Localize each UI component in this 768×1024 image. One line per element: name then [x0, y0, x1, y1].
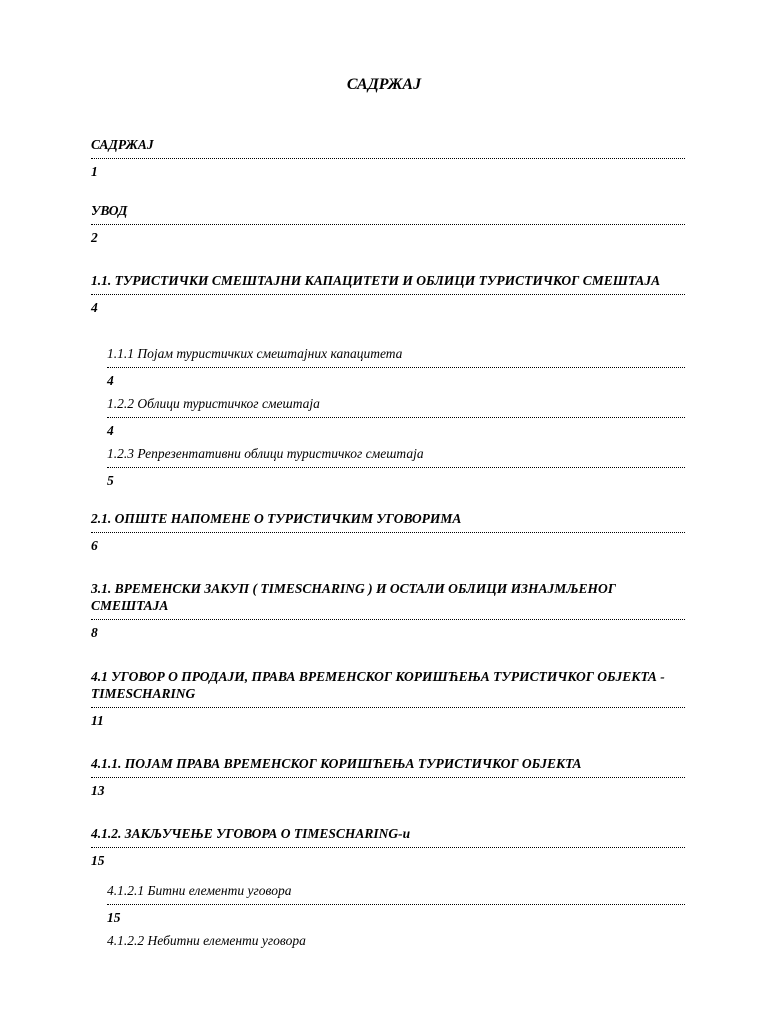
- toc-entry-text: 1.2.3 Репрезентативни облици туристичког смештаја: [107, 446, 424, 461]
- toc-entry-4-1-2-1: [107, 882, 685, 926]
- toc-entry-page: 1: [91, 164, 98, 179]
- toc-entry-text: 1.1. ТУРИСТИЧКИ СМЕШТАЈНИ КАПАЦИТЕТИ И ОБЛИЦИ ТУРИСТИЧКОГ СМЕШТАЈА: [91, 273, 661, 288]
- dot-leader: [107, 417, 685, 418]
- toc-entry-1-2-3: [107, 445, 685, 489]
- toc-entry-3-1: [91, 580, 685, 641]
- toc-entry-text: 4.1 УГОВОР О ПРОДАЈИ, ПРАВА ВРЕМЕНСКОГ КОРИШЋЕЊА ТУРИСТИЧКОГ ОБЈЕКТА - TIMESCHARING: [91, 669, 665, 701]
- dot-leader: [91, 294, 685, 295]
- toc-entry-page: 4: [107, 423, 114, 438]
- toc-entry-2-1: [91, 510, 685, 554]
- toc-entry-text: 2.1. ОПШТЕ НАПОМЕНЕ О ТУРИСТИЧКИМ УГОВОРИМА: [91, 511, 462, 526]
- dot-leader: [91, 777, 685, 778]
- toc-entry-page: 2: [91, 230, 98, 245]
- toc-entry-page: 4: [107, 373, 114, 388]
- toc-entry-contents: [91, 136, 685, 180]
- toc-entry-text: 4.1.2. ЗАКЉУЧЕЊЕ УГОВОРА О TIMESCHARING-u: [91, 826, 411, 841]
- toc-entry-4-1-2: [91, 825, 685, 869]
- toc-entry-page: 4: [91, 300, 98, 315]
- dot-leader: [91, 224, 685, 225]
- dot-leader: [107, 904, 685, 905]
- dot-leader: [91, 707, 685, 708]
- toc-entry-text: 1.2.2 Облици туристичког смештаја: [107, 396, 320, 411]
- toc-entry-text: 4.1.1. ПОЈАМ ПРАВА ВРЕМЕНСКОГ КОРИШЋЕЊА ТУРИСТИЧКОГ ОБЈЕКТА: [91, 756, 582, 771]
- dot-leader: [91, 619, 685, 620]
- toc-entry-4-1: [91, 668, 685, 729]
- toc-entry-page: 5: [107, 473, 114, 488]
- toc-entry-page: 13: [91, 783, 105, 798]
- toc-entry-1-1: [91, 272, 685, 316]
- toc-entry-text: 3.1. ВРЕМЕНСКИ ЗАКУП ( TIMESCHARING ) И ОСТАЛИ ОБЛИЦИ ИЗНАЈМЉЕНОГ СМЕШТАЈА: [91, 581, 616, 613]
- page-title: САДРЖАЈ: [346, 76, 422, 93]
- toc-entry-4-1-2-2: [107, 932, 685, 949]
- toc-entry-text: 4.1.2.1 Битни елементи уговора: [107, 883, 292, 898]
- toc-entry-1-1-1: [107, 345, 685, 389]
- toc-entry-text: УВОД: [91, 203, 128, 218]
- toc-entry-page: 6: [91, 538, 98, 553]
- dot-leader: [107, 467, 685, 468]
- toc-entry-text: 4.1.2.2 Небитни елементи уговора: [107, 933, 306, 948]
- dot-leader: [91, 158, 685, 159]
- dot-leader: [107, 367, 685, 368]
- toc-entry-text: САДРЖАЈ: [91, 137, 154, 152]
- toc-entry-text: 1.1.1 Појам туристичких смештајних капацитета: [107, 346, 403, 361]
- toc-entry-intro: [91, 202, 685, 246]
- toc-entry-4-1-1: [91, 755, 685, 799]
- toc-entry-page: 8: [91, 625, 98, 640]
- dot-leader: [91, 847, 685, 848]
- toc-entry-page: 15: [91, 853, 105, 868]
- toc-entry-1-2-2: [107, 395, 685, 439]
- toc-entry-page: 15: [107, 910, 121, 925]
- dot-leader: [91, 532, 685, 533]
- toc-entry-page: 11: [91, 713, 104, 728]
